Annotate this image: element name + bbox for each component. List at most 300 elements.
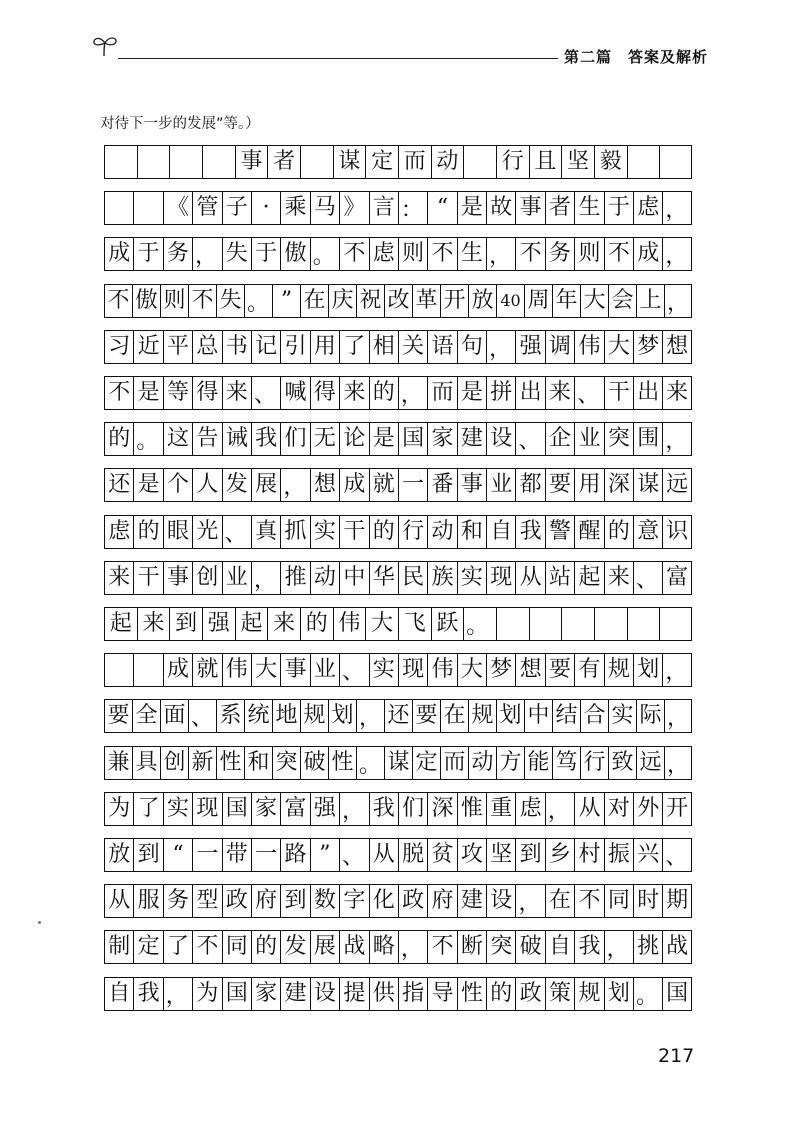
grid-cell: 。 <box>133 422 162 456</box>
grid-cell <box>627 145 660 179</box>
grid-cell: 等 <box>163 376 192 410</box>
grid-cell: 的 <box>486 977 515 1011</box>
grid-cell <box>627 607 660 641</box>
grid-cell: 用 <box>310 330 339 364</box>
grid-cell: 拼 <box>486 376 515 410</box>
grid-cell: 系 <box>216 699 244 733</box>
grid-cell: ， <box>664 284 692 318</box>
grid-cell: 改 <box>384 284 412 318</box>
grid-cell: 这 <box>163 422 192 456</box>
grid-cell: 、 <box>662 838 691 872</box>
grid-cell: 到 <box>280 884 309 918</box>
grid-cell: 围 <box>633 422 662 456</box>
grid-cell: 制 <box>104 930 133 964</box>
grid-cell: 创 <box>160 746 188 780</box>
grid-cell: 一 <box>251 838 280 872</box>
grid-cell: 要 <box>545 468 574 502</box>
grid-cell: 现 <box>486 561 515 595</box>
grid-cell: 识 <box>662 515 691 549</box>
grid-row <box>104 376 692 410</box>
grid-cell: 放 <box>468 284 496 318</box>
grid-row <box>104 284 692 318</box>
grid-cell: 事 <box>457 468 486 502</box>
grid-cell: 毅 <box>594 145 627 179</box>
grid-cell: 民 <box>398 561 427 595</box>
grid-cell: 为 <box>104 792 133 826</box>
grid-cell: 自 <box>545 930 574 964</box>
grid-row <box>104 884 692 918</box>
grid-cell: 为 <box>192 977 221 1011</box>
grid-cell: ， <box>545 792 574 826</box>
grid-cell: 得 <box>192 376 221 410</box>
grid-cell: 强 <box>310 792 339 826</box>
grid-cell: 意 <box>633 515 662 549</box>
grid-cell: 行 <box>580 746 608 780</box>
grid-row <box>104 699 692 733</box>
grid-cell: 番 <box>427 468 456 502</box>
scan-speck <box>38 921 41 924</box>
grid-cell: 来 <box>339 376 368 410</box>
grid-cell: 虑 <box>633 191 662 225</box>
grid-cell: 、 <box>633 561 662 595</box>
grid-cell: 性 <box>457 977 486 1011</box>
grid-cell: ， <box>398 930 427 964</box>
grid-cell: 家 <box>251 977 280 1011</box>
grid-cell: 际 <box>636 699 664 733</box>
grid-cell: 来 <box>604 561 633 595</box>
grid-cell: 在 <box>300 284 328 318</box>
grid-cell: ， <box>662 237 691 271</box>
grid-cell: 放 <box>104 838 133 872</box>
grid-cell: 是 <box>457 376 486 410</box>
grid-cell: 合 <box>580 699 608 733</box>
grid-cell: 中 <box>339 561 368 595</box>
grid-cell: 对 <box>604 792 633 826</box>
grid-cell: 从 <box>574 792 603 826</box>
grid-cell: 祝 <box>356 284 384 318</box>
grid-cell: 从 <box>515 561 544 595</box>
grid-cell: 和 <box>457 515 486 549</box>
grid-cell: 而 <box>398 145 431 179</box>
grid-cell <box>104 145 137 179</box>
grid-cell: 虑 <box>515 792 544 826</box>
grid-cell: 的 <box>604 515 633 549</box>
header-rule <box>118 58 558 59</box>
grid-cell <box>169 145 202 179</box>
grid-cell: 设 <box>486 884 515 918</box>
grid-cell: 就 <box>192 653 221 687</box>
grid-cell: 事 <box>235 145 268 179</box>
grid-cell: ， <box>280 468 309 502</box>
grid-cell: 警 <box>545 515 574 549</box>
grid-cell: 事 <box>163 561 192 595</box>
grid-cell: 略 <box>369 930 398 964</box>
grid-cell: ， <box>356 699 384 733</box>
grid-cell: 在 <box>545 884 574 918</box>
grid-cell: 梦 <box>633 330 662 364</box>
grid-cell: 成 <box>104 237 133 271</box>
section-title: 第二篇 答案及解析 <box>564 48 709 66</box>
grid-cell: 导 <box>427 977 456 1011</box>
grid-cell: 于 <box>604 191 633 225</box>
grid-cell: 建 <box>457 884 486 918</box>
grid-cell: 突 <box>272 746 300 780</box>
grid-cell: 40 <box>496 284 524 318</box>
grid-cell <box>104 191 133 225</box>
grid-cell: 想 <box>515 653 544 687</box>
grid-cell: 子 <box>222 191 251 225</box>
grid-cell: 一 <box>398 468 427 502</box>
grid-cell: 动 <box>427 515 456 549</box>
grid-cell: 则 <box>160 284 188 318</box>
grid-cell: 国 <box>222 977 251 1011</box>
grid-cell: 定 <box>133 930 162 964</box>
grid-cell: 带 <box>222 838 251 872</box>
grid-cell: ， <box>604 930 633 964</box>
grid-cell: 者 <box>545 191 574 225</box>
grid-cell: 是 <box>369 422 398 456</box>
grid-cell <box>659 607 692 641</box>
grid-cell: 的 <box>300 607 333 641</box>
grid-cell: 建 <box>280 977 309 1011</box>
grid-row <box>104 468 692 502</box>
grid-cell: 深 <box>427 792 456 826</box>
grid-cell: 发 <box>222 468 251 502</box>
grid-cell: 富 <box>280 792 309 826</box>
grid-cell: 、 <box>222 515 251 549</box>
grid-cell <box>561 607 594 641</box>
grid-cell: 告 <box>192 422 221 456</box>
grid-row <box>104 977 692 1011</box>
grid-cell: 业 <box>222 561 251 595</box>
grid-cell: ， <box>251 561 280 595</box>
grid-cell: 有 <box>574 653 603 687</box>
grid-cell: 我 <box>133 977 162 1011</box>
grid-cell: ， <box>662 422 691 456</box>
grid-cell: 政 <box>515 977 544 1011</box>
grid-cell: 乡 <box>545 838 574 872</box>
grid-cell: 性 <box>216 746 244 780</box>
grid-cell: 大 <box>251 653 280 687</box>
grid-cell: 自 <box>486 515 515 549</box>
grid-cell: ， <box>163 977 192 1011</box>
grid-cell: 破 <box>515 930 544 964</box>
grid-cell: 振 <box>604 838 633 872</box>
grid-cell: ， <box>664 699 692 733</box>
grid-cell: 出 <box>515 376 544 410</box>
grid-cell <box>300 145 333 179</box>
grid-cell: 现 <box>192 792 221 826</box>
grid-cell: 笃 <box>552 746 580 780</box>
grid-cell: 破 <box>300 746 328 780</box>
grid-cell: 攻 <box>457 838 486 872</box>
grid-cell: 是 <box>133 376 162 410</box>
grid-cell: 还 <box>104 468 133 502</box>
grid-cell: 自 <box>104 977 133 1011</box>
grid-cell: 是 <box>133 468 162 502</box>
grid-cell: 兼 <box>104 746 132 780</box>
grid-cell: 国 <box>662 977 691 1011</box>
grid-cell: 书 <box>222 330 251 364</box>
grid-cell: 企 <box>545 422 574 456</box>
grid-cell: 行 <box>496 145 529 179</box>
sprout-icon <box>90 34 120 58</box>
grid-row <box>104 191 692 225</box>
grid-cell: 期 <box>662 884 691 918</box>
grid-cell: 强 <box>202 607 235 641</box>
grid-cell: ， <box>515 884 544 918</box>
grid-cell: 动 <box>468 746 496 780</box>
grid-cell: 和 <box>244 746 272 780</box>
grid-cell: 语 <box>427 330 456 364</box>
grid-cell: 战 <box>339 930 368 964</box>
grid-cell: 虑 <box>104 515 133 549</box>
grid-cell <box>463 145 496 179</box>
grid-cell: 华 <box>369 561 398 595</box>
grid-cell: 深 <box>604 468 633 502</box>
grid-cell: 而 <box>440 746 468 780</box>
grid-cell: 还 <box>384 699 412 733</box>
grid-cell: 族 <box>427 561 456 595</box>
grid-cell: 者 <box>267 145 300 179</box>
grid-cell: 失 <box>216 284 244 318</box>
grid-cell: 从 <box>104 884 133 918</box>
grid-cell: 务 <box>545 237 574 271</box>
grid-cell: 业 <box>574 422 603 456</box>
grid-cell: 政 <box>398 884 427 918</box>
grid-cell: 来 <box>662 376 691 410</box>
grid-cell: 眼 <box>163 515 192 549</box>
grid-row <box>104 330 692 364</box>
grid-cell: 人 <box>192 468 221 502</box>
grid-cell: 出 <box>633 376 662 410</box>
grid-cell: 起 <box>235 607 268 641</box>
grid-row <box>104 561 692 595</box>
grid-cell: 贫 <box>427 838 456 872</box>
grid-cell: 干 <box>133 561 162 595</box>
grid-cell: 开 <box>662 792 691 826</box>
grid-cell: 我 <box>515 515 544 549</box>
grid-cell: 大 <box>365 607 398 641</box>
grid-cell: 引 <box>280 330 309 364</box>
grid-cell: 提 <box>339 977 368 1011</box>
grid-cell: 府 <box>251 884 280 918</box>
grid-cell: 站 <box>545 561 574 595</box>
grid-cell: 实 <box>163 792 192 826</box>
grid-cell: 抓 <box>280 515 309 549</box>
grid-cell: 起 <box>574 561 603 595</box>
grid-cell: 、 <box>574 376 603 410</box>
grid-cell: 业 <box>486 468 515 502</box>
grid-cell: 梦 <box>486 653 515 687</box>
grid-cell: 坚 <box>561 145 594 179</box>
grid-cell: 谋 <box>384 746 412 780</box>
grid-cell: 伟 <box>333 607 366 641</box>
grid-row <box>104 422 692 456</box>
grid-cell: 能 <box>524 746 552 780</box>
grid-cell: 时 <box>633 884 662 918</box>
grid-cell: 飞 <box>398 607 431 641</box>
grid-cell: 革 <box>412 284 440 318</box>
grid-cell: 想 <box>662 330 691 364</box>
grid-cell: 方 <box>496 746 524 780</box>
grid-cell: 谋 <box>333 145 366 179</box>
grid-cell: 府 <box>427 884 456 918</box>
grid-cell: 我 <box>574 930 603 964</box>
grid-cell: 跃 <box>431 607 464 641</box>
grid-cell: 来 <box>267 607 300 641</box>
grid-cell: 于 <box>251 237 280 271</box>
grid-cell: 真 <box>251 515 280 549</box>
grid-cell: 统 <box>244 699 272 733</box>
grid-cell: 要 <box>545 653 574 687</box>
grid-cell: 家 <box>251 792 280 826</box>
grid-cell: 远 <box>662 468 691 502</box>
grid-cell: 开 <box>440 284 468 318</box>
grid-cell: 了 <box>339 330 368 364</box>
grid-cell: 划 <box>328 699 356 733</box>
grid-cell: 习 <box>104 330 133 364</box>
grid-cell: 失 <box>222 237 251 271</box>
grid-cell: 脱 <box>398 838 427 872</box>
grid-cell: 故 <box>486 191 515 225</box>
grid-cell: 的 <box>251 930 280 964</box>
grid-cell: 是 <box>457 191 486 225</box>
grid-cell: 的 <box>133 515 162 549</box>
grid-cell: 来 <box>222 376 251 410</box>
grid-cell: ， <box>192 237 221 271</box>
grid-cell: 路 <box>280 838 309 872</box>
grid-row <box>104 746 692 780</box>
grid-cell: 惟 <box>457 792 486 826</box>
grid-cell: 我 <box>251 422 280 456</box>
grid-cell: 们 <box>398 792 427 826</box>
grid-cell: ， <box>664 746 692 780</box>
grid-cell: 言 <box>369 191 398 225</box>
grid-cell: 《 <box>163 191 192 225</box>
grid-cell: 不 <box>104 376 133 410</box>
grid-cell: 的 <box>104 422 133 456</box>
grid-cell: 兴 <box>633 838 662 872</box>
grid-cell: 想 <box>310 468 339 502</box>
grid-cell: ” <box>310 838 339 872</box>
grid-cell: 。 <box>356 746 384 780</box>
grid-cell: 规 <box>574 977 603 1011</box>
grid-cell <box>137 145 170 179</box>
grid-cell: 发 <box>280 930 309 964</box>
grid-cell: 服 <box>133 884 162 918</box>
grid-cell <box>104 653 133 687</box>
grid-cell: 不 <box>192 930 221 964</box>
grid-cell: ， <box>486 330 515 364</box>
grid-cell: 则 <box>574 237 603 271</box>
grid-cell <box>529 607 562 641</box>
grid-cell: 定 <box>412 746 440 780</box>
grid-cell: 化 <box>369 884 398 918</box>
grid-cell: 致 <box>608 746 636 780</box>
grid-cell: 不 <box>427 237 456 271</box>
grid-row <box>104 792 692 826</box>
grid-cell: 光 <box>192 515 221 549</box>
grid-cell: 新 <box>188 746 216 780</box>
grid-cell: 生 <box>574 191 603 225</box>
grid-cell: 总 <box>192 330 221 364</box>
grid-cell: 业 <box>310 653 339 687</box>
grid-cell: 要 <box>412 699 440 733</box>
grid-cell: 划 <box>604 977 633 1011</box>
grid-cell: ” <box>272 284 300 318</box>
grid-cell: 论 <box>339 422 368 456</box>
grid-cell: 、 <box>251 376 280 410</box>
grid-cell: 用 <box>574 468 603 502</box>
grid-cell: 大 <box>604 330 633 364</box>
grid-cell: 庆 <box>328 284 356 318</box>
grid-cell: 干 <box>339 515 368 549</box>
grid-cell: 。 <box>463 607 496 641</box>
grid-cell: 事 <box>280 653 309 687</box>
grid-cell: ： <box>398 191 427 225</box>
grid-cell: 突 <box>604 422 633 456</box>
grid-cell: · <box>251 191 280 225</box>
grid-cell: ， <box>486 237 515 271</box>
grid-cell: 成 <box>163 653 192 687</box>
grid-cell: 我 <box>369 792 398 826</box>
grid-cell <box>202 145 235 179</box>
grid-cell: 到 <box>169 607 202 641</box>
grid-cell: 得 <box>310 376 339 410</box>
grid-cell: 成 <box>339 468 368 502</box>
grid-cell: 来 <box>137 607 170 641</box>
grid-cell: 展 <box>251 468 280 502</box>
grid-cell: 不 <box>339 237 368 271</box>
grid-cell: 现 <box>398 653 427 687</box>
grid-cell: 、 <box>339 653 368 687</box>
grid-cell: 规 <box>300 699 328 733</box>
grid-cell: 管 <box>192 191 221 225</box>
grid-cell: 强 <box>515 330 544 364</box>
grid-cell: 规 <box>604 653 633 687</box>
grid-cell: 实 <box>310 515 339 549</box>
grid-cell: 记 <box>251 330 280 364</box>
grid-cell: 来 <box>545 376 574 410</box>
grid-cell <box>594 607 627 641</box>
grid-row <box>104 607 692 641</box>
grid-cell: 远 <box>636 746 664 780</box>
grid-cell: 定 <box>365 145 398 179</box>
grid-cell: 来 <box>104 561 133 595</box>
grid-cell: 策 <box>545 977 574 1011</box>
grid-cell: 大 <box>580 284 608 318</box>
grid-cell: 具 <box>132 746 160 780</box>
grid-cell: “ <box>163 838 192 872</box>
grid-cell: 国 <box>398 422 427 456</box>
grid-cell: 了 <box>133 792 162 826</box>
grid-row <box>104 237 692 271</box>
grid-cell: 句 <box>457 330 486 364</box>
grid-cell: 型 <box>192 884 221 918</box>
grid-cell: 突 <box>486 930 515 964</box>
grid-cell: 生 <box>457 237 486 271</box>
grid-cell: 起 <box>104 607 137 641</box>
grid-cell: 则 <box>398 237 427 271</box>
grid-cell: 外 <box>633 792 662 826</box>
grid-cell: 傲 <box>280 237 309 271</box>
grid-cell: 性 <box>328 746 356 780</box>
grid-cell: 不 <box>188 284 216 318</box>
grid-cell: 相 <box>369 330 398 364</box>
grid-cell: ， <box>398 376 427 410</box>
grid-cell: 近 <box>133 330 162 364</box>
